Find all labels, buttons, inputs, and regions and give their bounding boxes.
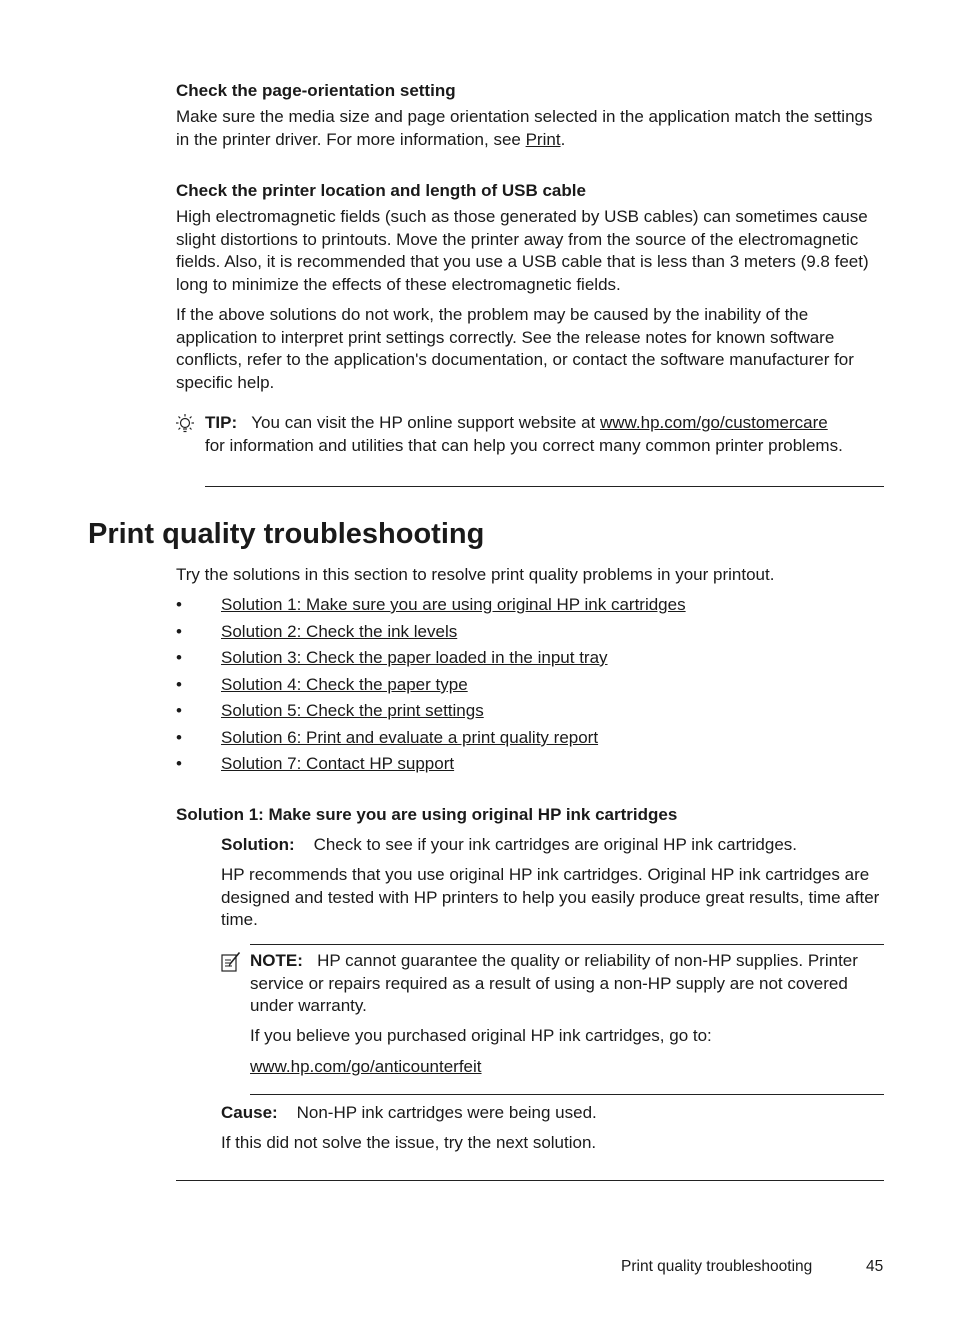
print-link[interactable]: Print	[525, 129, 561, 149]
paragraph-above-solutions: If the above solutions do not work, the problem may be caused by the inability of the application to interpret print settings correctly. See the release notes for known software conflicts, refer to the application's documentation, or contact the software manufacturer for specific help.	[176, 305, 854, 392]
solution-line	[221, 834, 797, 857]
anticounterfeit-link[interactable]: www.hp.com/go/anticounterfeit	[250, 1057, 482, 1076]
bullet: •	[176, 648, 182, 667]
bullet: •	[176, 675, 182, 694]
solution-text: Check to see if your ink cartridges are original HP ink cartridges.	[313, 835, 798, 854]
tip-body: You can visit the HP online support website at	[251, 413, 600, 432]
bullet: •	[176, 595, 182, 614]
page-title: Print quality troubleshooting	[88, 518, 485, 550]
solution-2-link[interactable]: Solution 2: Check the ink levels	[221, 622, 458, 641]
heading-solution-1: Solution 1: Make sure you are using original HP ink cartridges	[176, 805, 678, 824]
paragraph-hp-recommends: HP recommends that you use original HP ink cartridges. Original HP ink cartridges are designed and tested with HP printers to help you easily produce great results, time after time.	[221, 865, 880, 929]
solution-4-link[interactable]: Solution 4: Check the paper type	[221, 675, 468, 694]
solution-3-link[interactable]: Solution 3: Check the paper loaded in the input tray	[221, 648, 608, 667]
tip-body-cont: for information and utilities that can help you correct many common printer problems.	[205, 435, 843, 455]
section-end-divider	[176, 1180, 884, 1181]
lightbulb-icon	[174, 413, 196, 437]
paragraph-electromagnetic: High electromagnetic fields (such as those generated by USB cables) can sometimes cause slight distortions to printouts. Move the printer away from the source of the electromagnetic fields. Also, it is recommended that you use a USB cable that is less than 3 meters (9.8 feet) long to minimize the effects of these electromagnetic fields.	[176, 207, 869, 294]
tip-divider	[205, 486, 884, 487]
tip-label: TIP:	[205, 413, 238, 432]
note-label: NOTE:	[250, 951, 303, 970]
paragraph-text: Make sure the media size and page orientation selected in the application match the settings in the printer driver. For more information, see	[176, 107, 873, 149]
next-solution-text: If this did not solve the issue, try the next solution.	[221, 1133, 597, 1152]
cause-label: Cause:	[221, 1103, 278, 1122]
bullet: •	[176, 622, 182, 641]
solution-1-link[interactable]: Solution 1: Make sure you are using original HP ink cartridges	[221, 595, 686, 614]
bullet: •	[176, 754, 182, 773]
tip-text	[205, 412, 885, 457]
solution-5-link[interactable]: Solution 5: Check the print settings	[221, 701, 484, 720]
intro-text: Try the solutions in this section to resolve print quality problems in your printout.	[176, 565, 775, 584]
note-body: HP cannot guarantee the quality or reliability of non-HP supplies. Printer service or repairs required as a result of using a non-HP supply are not covered under warranty.	[250, 951, 858, 1015]
note-paragraph: If you believe you purchased original HP ink cartridges, go to:	[250, 1026, 712, 1045]
heading-usb-cable: Check the printer location and length of USB cable	[176, 181, 586, 200]
footer-title: Print quality troubleshooting	[621, 1258, 813, 1275]
bullet: •	[176, 728, 182, 747]
solution-label: Solution:	[221, 835, 295, 854]
page-number: 45	[866, 1258, 884, 1275]
cause-line	[221, 1102, 597, 1125]
note-divider-top	[250, 944, 884, 945]
cause-text: Non-HP ink cartridges were being used.	[296, 1103, 597, 1122]
paragraph-text-end: .	[560, 129, 566, 149]
heading-page-orientation: Check the page-orientation setting	[176, 81, 456, 100]
paragraph-page-orientation	[176, 106, 876, 151]
note-divider-bottom	[250, 1094, 884, 1095]
bullet: •	[176, 701, 182, 720]
note-icon	[220, 951, 242, 973]
solution-6-link[interactable]: Solution 6: Print and evaluate a print quality report	[221, 728, 599, 747]
customercare-link[interactable]: www.hp.com/go/customercare	[600, 413, 828, 432]
note-text	[250, 950, 880, 1018]
solution-7-link[interactable]: Solution 7: Contact HP support	[221, 754, 455, 773]
